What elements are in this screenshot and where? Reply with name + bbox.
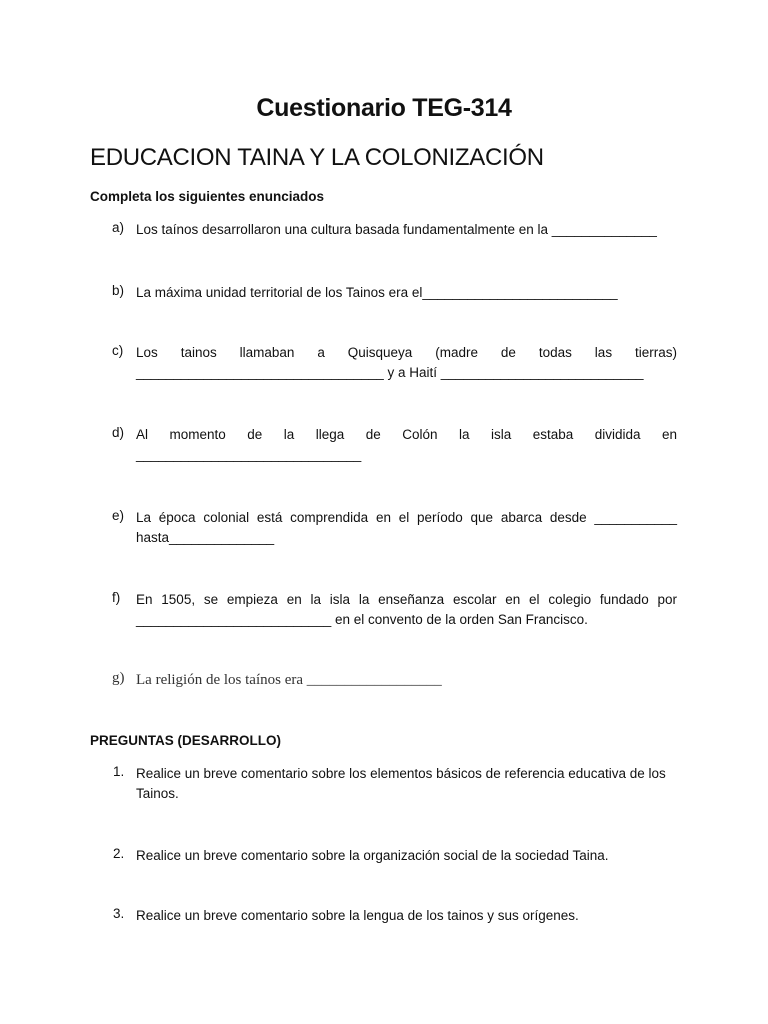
item-marker: b)	[112, 283, 125, 298]
item-text: La máxima unidad territorial de los Tainos era el__________________________	[136, 285, 618, 300]
item-marker: e)	[112, 508, 125, 523]
item-text: Realice un breve comentario sobre la organización social de la sociedad Taina.	[136, 848, 609, 863]
item-marker: f)	[112, 590, 121, 605]
item-marker: d)	[112, 425, 125, 440]
item-marker: 3.	[113, 906, 125, 921]
item-text: Realice un breve comentario sobre los elementos básicos de referencia educativa de los Tainos.	[136, 766, 666, 801]
item-text: Realice un breve comentario sobre la lengua de los tainos y sus orígenes.	[136, 908, 579, 923]
item-marker: 1.	[113, 764, 125, 779]
item-text: Al momento de la llega de Colón la isla estaba dividida en ______________________________	[136, 427, 677, 462]
item-text: En 1505, se empieza en la isla la enseñanza escolar en el colegio fundado por __________________________ en el convento de la orden San Francisco.	[136, 592, 677, 627]
item-marker: g)	[112, 670, 125, 686]
item-marker: c)	[112, 343, 124, 358]
item-marker: a)	[112, 220, 125, 235]
item-marker: 2.	[113, 846, 125, 861]
document-title: Cuestionario TEG-314	[256, 94, 512, 122]
item-text: Los tainos llamaban a Quisqueya (madre de todas las tierras) _________________________________ y a Haití ___________________________	[136, 345, 677, 380]
document-subtitle: EDUCACION TAINA Y LA COLONIZACIÓN	[90, 144, 544, 171]
item-text: La religión de los taínos era __________________	[136, 672, 442, 688]
instructions-heading: Completa los siguientes enunciados	[90, 189, 325, 204]
questions-heading: PREGUNTAS (DESARROLLO)	[90, 733, 281, 748]
item-text: Los taínos desarrollaron una cultura basada fundamentalmente en la ______________	[136, 222, 657, 237]
item-text: La época colonial está comprendida en el período que abarca desde ___________ hasta______________	[136, 510, 677, 545]
